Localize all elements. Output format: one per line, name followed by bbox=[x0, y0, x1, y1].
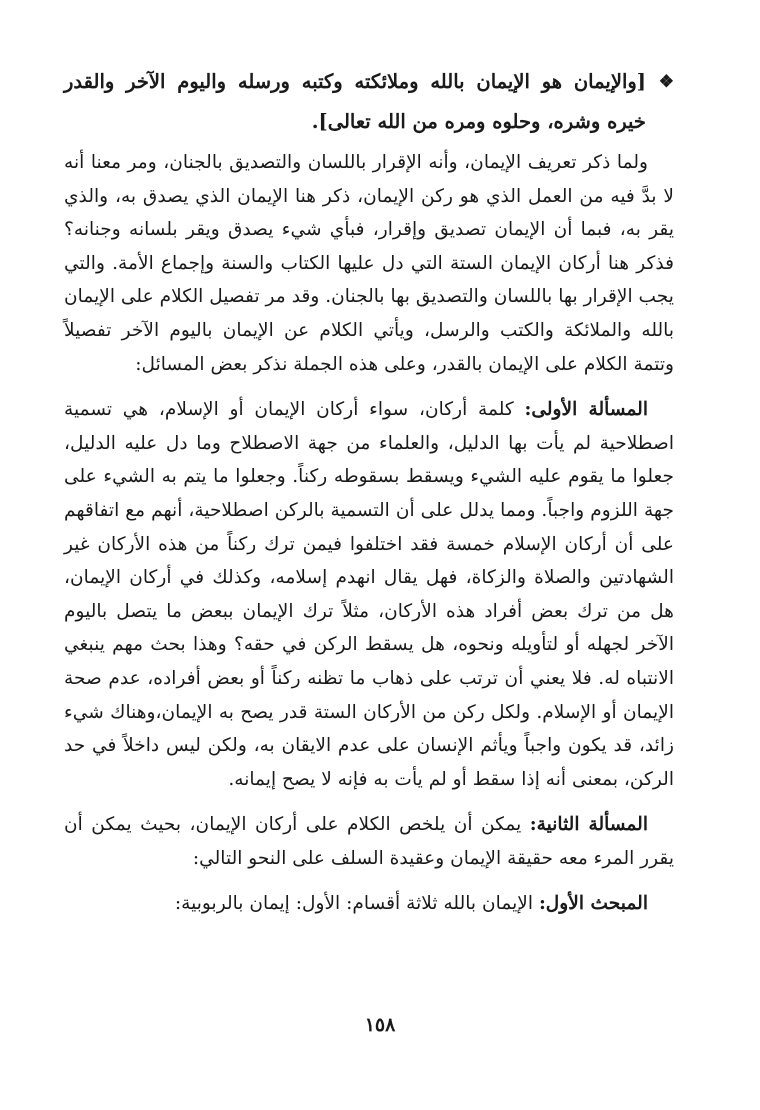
paragraph-text: ولما ذكر تعريف الإيمان، وأنه الإقرار باللسان والتصديق بالجنان، ومر معنا أنه لا بدَّ فيه من العمل الذي هو ركن الإيمان، ذكر هنا الإيمان الذي يصدق به، والذي يقر به، فبما أن الإيمان تصديق وإقرار، فبأي شيء يصدق ويقر بلسانه وجنانه؟ فذكر هنا أركان الإيمان الستة التي دل عليها الكتاب والسنة وإجماع الأمة. والتي يجب الإقرار بها باللسان والتصديق بها بالجنان. وقد مر تفصيل الكلام على الإيمان بالله والملائكة والكتب والرسل، ويأتي الكلام عن الإيمان باليوم الآخر تفصيلاً وتتمة الكلام على الإيمان بالقدر، وعلى هذه الجملة نذكر بعض المسائل: bbox=[64, 152, 674, 375]
paragraph-text: يمكن أن يلخص الكلام على أركان الإيمان، بحيث يمكن أن يقرر المرء معه حقيقة الإيمان وعقيدة السلف على النحو التالي: bbox=[64, 814, 674, 869]
page-number: ١٥٨ bbox=[364, 1014, 396, 1036]
paragraph-second-issue bbox=[64, 808, 674, 875]
paragraph-text: الإيمان بالله ثلاثة أقسام: الأول: إيمان بالربوبية: bbox=[174, 893, 534, 915]
paragraph-intro bbox=[64, 146, 674, 381]
matn-text bbox=[64, 62, 674, 142]
paragraph-term: المسألة الأولى: bbox=[524, 399, 648, 421]
page-content bbox=[64, 62, 674, 933]
paragraph-term: المبحث الأول: bbox=[538, 893, 648, 915]
paragraph-term: المسألة الثانية: bbox=[529, 814, 648, 836]
diamond-bullet-icon: ❖ bbox=[658, 72, 674, 92]
paragraph-text: كلمة أركان، سواء أركان الإيمان أو الإسلام، هي تسمية اصطلاحية لم يأت بها الدليل، والعلماء من جهة الاصطلاح وما دل عليه الدليل، جعلوا ما يقوم عليه الشيء ويسقط بسقوطه ركناً. وجعلوا ما يتم به الشيء على جهة اللزوم واجباً. ومما يدلل على أن التسمية بالركن اصطلاحية، أنهم مع اتفاقهم على أن أركان الإسلام خمسة فقد اختلفوا فيمن ترك ركناً من هذه الأركان غير الشهادتين والصلاة والزكاة، فهل يقال انهدم إسلامه، وكذلك في أركان الإيمان، هل من ترك بعض أفراد هذه الأركان، مثلاً ترك الإيمان ببعض ما يتصل باليوم الآخر لجهله أو لتأويله ونحوه، هل يسقط الركن في حقه؟ وهذا بحث مهم ينبغي الانتباه له. فلا يعني أن ترتب على ذهاب ما تظنه ركناً أو بعض أفراده، عدم صحة الإيمان أو الإسلام. ولكل ركن من الأركان الستة قدر يصح به الإيمان،وهناك شيء زائد، قد يكون واجباً ويأثم الإنسان على عدم الايقان به، ولكن ليس داخلاً في حد الركن، بمعنى أنه إذا سقط أو لم يأت به فإنه لا يصح إيمانه. bbox=[64, 399, 674, 790]
paragraph-first-issue bbox=[64, 393, 674, 796]
paragraph-first-topic bbox=[64, 887, 674, 921]
matn-quote: [والإيمان هو الإيمان بالله وملائكته وكتبه ورسله واليوم الآخر والقدر خيره وشره، وحلوه ومره من الله تعالى]. bbox=[64, 70, 646, 133]
